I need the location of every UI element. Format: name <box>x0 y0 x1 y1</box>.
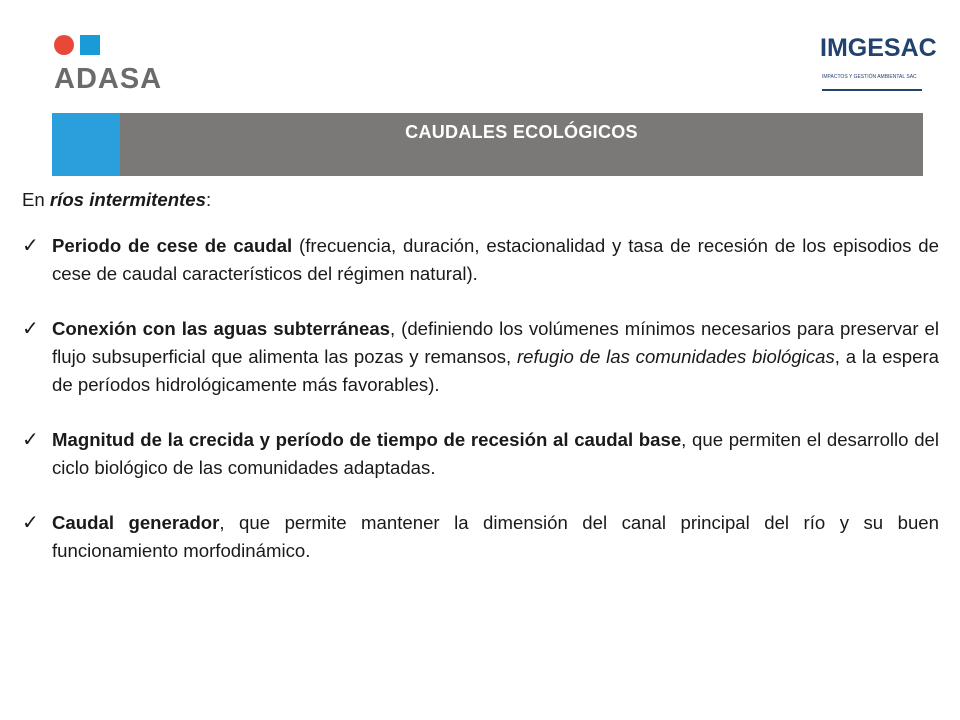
item-text: (frecuencia, duración, estacionalidad y tasa de recesión de los episodios de cese de caudal característicos del régimen natural). <box>52 235 939 284</box>
item-heading: Conexión con las aguas subterráneas <box>52 318 391 339</box>
slide-title: CAUDALES ECOLÓGICOS <box>405 122 638 142</box>
item-text-end: , a la espera de períodos hidrológicamente más favorables). <box>52 346 939 395</box>
title-banner <box>52 113 923 176</box>
item-text: , (definiendo los volúmenes mínimos necesarios para preservar el flujo subsuperficial que alimenta las pozas y remansos, <box>52 318 940 367</box>
list-item <box>22 315 939 399</box>
imgesac-underline <box>822 89 922 91</box>
logo-blue-square <box>80 35 100 55</box>
intro-line <box>22 186 939 214</box>
banner-accent-block <box>52 113 120 176</box>
checkmark-icon: ✓ <box>22 429 39 451</box>
checkmark-icon: ✓ <box>22 235 39 257</box>
item-text: , que permiten el desarrollo del ciclo biológico de las comunidades adaptadas. <box>52 429 940 478</box>
item-heading: Magnitud de la crecida y período de tiempo de recesión al caudal base <box>52 429 682 450</box>
adasa-logo-text: ADASA <box>54 63 163 95</box>
item-italic-text: refugio de las comunidades biológicas <box>516 346 835 367</box>
adasa-logo <box>54 33 184 95</box>
intro-emphasis: ríos intermitentes <box>49 189 206 210</box>
item-text: , que permite mantener la dimensión del canal principal del río y su buen funcionamiento morfodinámico. <box>52 512 939 561</box>
slide-content <box>22 186 939 592</box>
item-heading: Caudal generador <box>52 512 220 533</box>
list-item <box>22 509 939 565</box>
imgesac-tagline: IMPACTOS Y GESTIÓN AMBIENTAL SAC <box>822 74 917 80</box>
list-item <box>22 426 939 482</box>
list-item <box>22 232 939 288</box>
checkmark-icon: ✓ <box>22 318 39 340</box>
intro-prefix: En <box>22 189 50 210</box>
checkmark-icon: ✓ <box>22 512 39 534</box>
logo-red-dot <box>54 35 74 55</box>
item-heading: Periodo de cese de caudal <box>52 235 293 256</box>
imgesac-logo-text: IMGESAC <box>820 34 937 62</box>
imgesac-logo <box>818 34 937 96</box>
intro-suffix: : <box>205 189 212 210</box>
